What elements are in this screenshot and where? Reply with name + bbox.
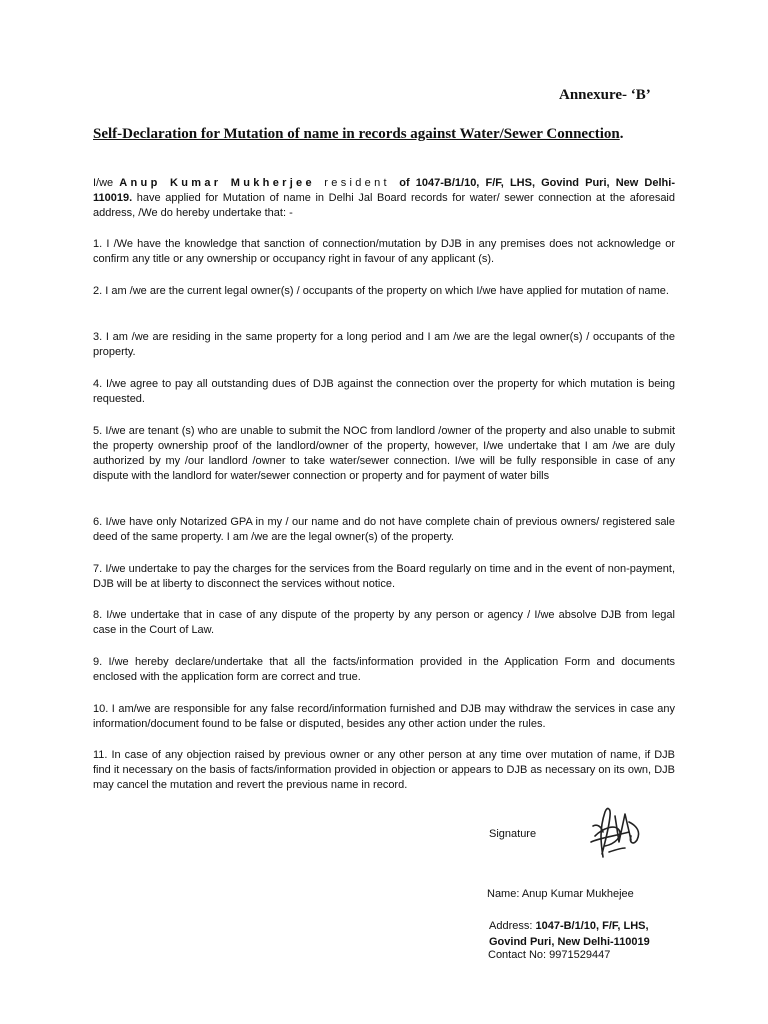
intro-paragraph (93, 176, 675, 221)
declarant-name: Anup Kumar Mukherjee (119, 177, 315, 189)
clause-3: 3. I am /we are residing in the same property for a long period and I am /we are the legal owner(s) / occupants of the property. (93, 331, 675, 358)
clause-6: 6. I/we have only Notarized GPA in my / our name and do not have complete chain of previous owners/ registered sale deed of the same property. I am /we are the legal owner(s) of the property. (93, 516, 675, 543)
clause-11: 11. In case of any objection raised by previous owner or any other person at any time over mutation of name, if DJB find it necessary on the basis of facts/information provided in objection or appears to DJB as necessary on its own, DJB may cancel the mutation and revert the previous name in record. (93, 749, 675, 791)
address-line-1: 1047-B/1/10, F/F, LHS, (535, 920, 649, 932)
title-text: Self-Declaration for Mutation of name in records against Water/Sewer Connection (93, 126, 620, 142)
clause-7: 7. I/we undertake to pay the charges for the services from the Board regularly on time and in the event of non-payment, DJB will be at liberty to disconnect the services without notice. (93, 563, 675, 590)
clause-9: 9. I/we hereby declare/undertake that all the facts/information provided in the Application Form and documents enclosed with the application form are correct and true. (93, 656, 675, 683)
contact-number: Contact No: 9971529447 (488, 949, 611, 961)
clause-1: 1. I /We have the knowledge that sanction of connection/mutation by DJB in any premises does not acknowledge or confirm any title or any ownership or occupancy right in favour of any applicant (s). (93, 238, 675, 265)
clause-5: 5. I/we are tenant (s) who are unable to submit the NOC from landlord /owner of the property and also unable to submit the property ownership proof of the landlord/owner of the property, however, I/we undertake that I am /we are duly authorized by my /our landlord /owner to take water/sewer connection. I/we will be fully responsible in case of any dispute with the landlord for water/sewer connection or property and for payment of water bills (93, 425, 675, 482)
intro-prefix: I/we (93, 177, 120, 189)
clause-4: 4. I/we agree to pay all outstanding dues of DJB against the connection over the property for which mutation is being requested. (93, 378, 675, 405)
document-title (93, 125, 638, 143)
annexure-label: Annexure- ‘B’ (559, 87, 651, 103)
title-period: . (619, 126, 624, 142)
resident-word: resident (314, 177, 400, 189)
intro-rest: have applied for Mutation of name in Delhi Jal Board records for water/ sewer connection at the aforesaid address, /We do hereby undertake that: - (93, 192, 675, 219)
clause-10: 10. I am/we are responsible for any false record/information furnished and DJB may withdraw the services in case any information/document found to be false or disputed, besides any other action under the rules. (93, 703, 675, 730)
handwritten-signature (585, 802, 647, 862)
signature-label: Signature (489, 828, 537, 840)
declarant-address: of 1047-B/1/10, F/F, LHS, Govind Puri, New Delhi-110019. (93, 177, 675, 204)
address-label: Address: (489, 920, 536, 932)
signatory-name: Name: Anup Kumar Mukhejee (487, 888, 634, 900)
address-line-2: Govind Puri, New Delhi-110019 (489, 936, 650, 948)
clause-2: 2. I am /we are the current legal owner(s) / occupants of the property on which I/we have applied for mutation of name. (93, 285, 669, 297)
clause-8: 8. I/we undertake that in case of any dispute of the property by any person or agency / I/we absolve DJB from legal case in the Court of Law. (93, 609, 675, 636)
signatory-address (489, 918, 650, 950)
